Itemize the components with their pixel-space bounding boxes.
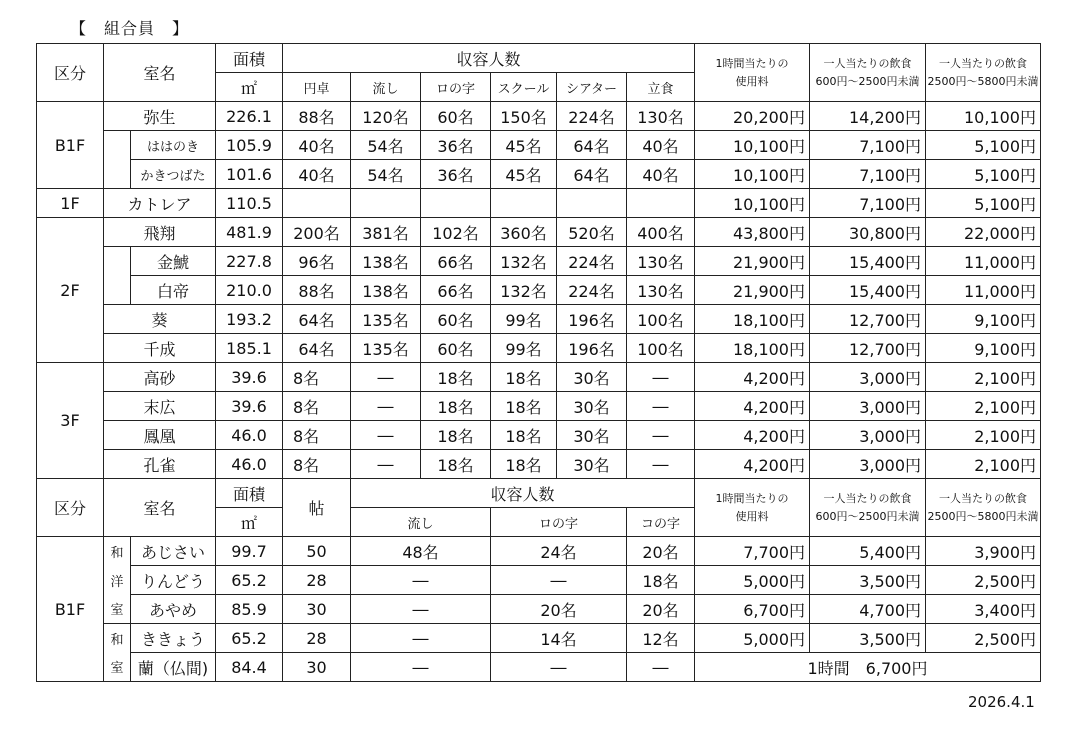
- fee-cell: 4,700円: [810, 595, 926, 624]
- group-char: 洋: [104, 566, 131, 595]
- cap-cell: 18名: [491, 450, 557, 479]
- group-char: 室: [104, 653, 131, 682]
- cap-cell: 40名: [283, 160, 351, 189]
- room-area: 65.2: [216, 624, 283, 653]
- room-name: あやめ: [131, 595, 216, 624]
- cap-cell: 18名: [421, 363, 491, 392]
- fee-cell: 3,000円: [810, 363, 926, 392]
- cap-cell: 60名: [421, 102, 491, 131]
- room-row: [37, 247, 1041, 276]
- room-name: 孔雀: [104, 450, 216, 479]
- room-row: [37, 392, 1041, 421]
- fee-cell: 21,900円: [695, 276, 810, 305]
- cap-cell: 30名: [557, 450, 627, 479]
- cap-cell: ―: [491, 566, 627, 595]
- room-area: 193.2: [216, 305, 283, 334]
- cap-cell: 18名: [421, 421, 491, 450]
- upper-header-row-1: [37, 44, 1041, 73]
- cap-cell: 36名: [421, 131, 491, 160]
- fee-cell: 18,100円: [695, 334, 810, 363]
- fee-food2-header: 一人当たりの飲食 2500円～5800円未満: [926, 44, 1041, 102]
- cap-cell: [627, 189, 695, 218]
- fee-cell: 14,200円: [810, 102, 926, 131]
- room-name: 葵: [104, 305, 216, 334]
- tatami-cell: 28: [283, 624, 351, 653]
- fee-hour-header: 1時間当たりの 使用料: [695, 44, 810, 102]
- fee-cell: 2,100円: [926, 392, 1041, 421]
- floor-label: 3F: [37, 363, 104, 479]
- indent-cell: [104, 276, 131, 305]
- room-row: [37, 421, 1041, 450]
- cap-cell: 150名: [491, 102, 557, 131]
- room-name: かきつばた: [131, 160, 216, 189]
- fee-food1-header: 一人当たりの飲食 600円～2500円未満: [810, 479, 926, 537]
- cap-cell: 18名: [421, 392, 491, 421]
- room-area: 110.5: [216, 189, 283, 218]
- cap-cell: 400名: [627, 218, 695, 247]
- cap-cell: ―: [627, 421, 695, 450]
- tatami-cell: 30: [283, 595, 351, 624]
- style-header: ロの字: [491, 508, 627, 537]
- cap-cell: ―: [627, 363, 695, 392]
- tatami-header: 帖: [283, 479, 351, 537]
- area-unit: ㎡: [216, 508, 283, 537]
- group-char: 室: [104, 595, 131, 624]
- fee-cell: 4,200円: [695, 392, 810, 421]
- cap-cell: 24名: [491, 537, 627, 566]
- fee-cell: 2,100円: [926, 421, 1041, 450]
- room-area: 85.9: [216, 595, 283, 624]
- cap-cell: ―: [491, 653, 627, 682]
- room-area: 46.0: [216, 421, 283, 450]
- cap-cell: 30名: [557, 392, 627, 421]
- fee-cell: 11,000円: [926, 247, 1041, 276]
- style-header: 円卓: [283, 73, 351, 102]
- cap-cell: 64名: [557, 160, 627, 189]
- fee-cell: 15,400円: [810, 276, 926, 305]
- fee-cell: 11,000円: [926, 276, 1041, 305]
- fee-cell: 4,200円: [695, 450, 810, 479]
- fee-cell: 10,100円: [926, 102, 1041, 131]
- fee-cell: 43,800円: [695, 218, 810, 247]
- cap-cell: 138名: [351, 247, 421, 276]
- fee-cell: 3,500円: [810, 566, 926, 595]
- cap-cell: 54名: [351, 160, 421, 189]
- fee-cell: 2,500円: [926, 624, 1041, 653]
- fee-cell: 15,400円: [810, 247, 926, 276]
- room-row: [37, 537, 1041, 566]
- fee-cell: 3,000円: [810, 421, 926, 450]
- cap-cell: 130名: [627, 102, 695, 131]
- cap-cell: ―: [351, 595, 491, 624]
- cap-cell: 88名: [283, 276, 351, 305]
- indent-cell: [104, 247, 131, 276]
- style-header: コの字: [627, 508, 695, 537]
- cap-cell: 60名: [421, 334, 491, 363]
- room-name: ははのき: [131, 131, 216, 160]
- cap-cell: 36名: [421, 160, 491, 189]
- cap-cell: 100名: [627, 305, 695, 334]
- room-row: [37, 305, 1041, 334]
- cap-cell: ―: [351, 392, 421, 421]
- cap-cell: 40名: [627, 131, 695, 160]
- cap-cell: 66名: [421, 276, 491, 305]
- room-row: [37, 189, 1041, 218]
- cap-cell: 130名: [627, 276, 695, 305]
- lower-header-row-1: [37, 479, 1041, 508]
- cap-cell: [351, 189, 421, 218]
- room-row: [37, 566, 1041, 595]
- cap-cell: ―: [351, 653, 491, 682]
- fee-cell: 2,100円: [926, 450, 1041, 479]
- cap-cell: 20名: [491, 595, 627, 624]
- revision-date: 2026.4.1: [968, 693, 1035, 711]
- cap-cell: 381名: [351, 218, 421, 247]
- room-row: [37, 653, 1041, 682]
- style-header: スクール: [491, 73, 557, 102]
- room-row: [37, 131, 1041, 160]
- style-header: ロの字: [421, 73, 491, 102]
- cap-cell: 30名: [557, 421, 627, 450]
- room-name: 鳳凰: [104, 421, 216, 450]
- fee-cell: 3,900円: [926, 537, 1041, 566]
- fee-cell: 22,000円: [926, 218, 1041, 247]
- cap-cell: 132名: [491, 276, 557, 305]
- cap-cell: 96名: [283, 247, 351, 276]
- floor-label: B1F: [37, 537, 104, 682]
- cap-cell: [491, 189, 557, 218]
- fee-cell: 9,100円: [926, 305, 1041, 334]
- fee-cell: 6,700円: [695, 595, 810, 624]
- cap-cell: 45名: [491, 131, 557, 160]
- cap-cell: ―: [627, 392, 695, 421]
- room-row: [37, 595, 1041, 624]
- cap-cell: ―: [351, 421, 421, 450]
- fee-cell: 4,200円: [695, 421, 810, 450]
- cap-cell: ―: [351, 624, 491, 653]
- cap-cell: 196名: [557, 334, 627, 363]
- fee-cell: 3,000円: [810, 392, 926, 421]
- indent-cell: [104, 131, 131, 160]
- kubun-header: 区分: [37, 479, 104, 537]
- room-name: 蘭（仏間): [131, 653, 216, 682]
- fee-cell: 21,900円: [695, 247, 810, 276]
- style-header: 立食: [627, 73, 695, 102]
- pricing-table: [36, 43, 1041, 682]
- cap-cell: ―: [351, 566, 491, 595]
- fee-cell: 10,100円: [695, 131, 810, 160]
- cap-cell: 224名: [557, 276, 627, 305]
- style-header: 流し: [351, 73, 421, 102]
- cap-cell: 224名: [557, 102, 627, 131]
- cap-cell: 12名: [627, 624, 695, 653]
- cap-cell: 120名: [351, 102, 421, 131]
- cap-cell: 18名: [421, 450, 491, 479]
- cap-cell: 360名: [491, 218, 557, 247]
- cap-cell: 18名: [491, 392, 557, 421]
- room-area: 39.6: [216, 363, 283, 392]
- floor-label: 2F: [37, 218, 104, 363]
- cap-cell: 60名: [421, 305, 491, 334]
- room-row: [37, 334, 1041, 363]
- cap-cell: 30名: [557, 363, 627, 392]
- room-row: [37, 450, 1041, 479]
- style-header: シアター: [557, 73, 627, 102]
- fee-cell: 3,500円: [810, 624, 926, 653]
- cap-cell: 102名: [421, 218, 491, 247]
- room-row: [37, 160, 1041, 189]
- room-area: 46.0: [216, 450, 283, 479]
- indent-cell: [104, 160, 131, 189]
- room-name: あじさい: [131, 537, 216, 566]
- room-area: 227.8: [216, 247, 283, 276]
- group-char: 和: [104, 537, 131, 566]
- room-name: 金鯱: [131, 247, 216, 276]
- cap-cell: 99名: [491, 305, 557, 334]
- room-area: 99.7: [216, 537, 283, 566]
- floor-label: 1F: [37, 189, 104, 218]
- cap-cell: 48名: [351, 537, 491, 566]
- cap-cell: 135名: [351, 334, 421, 363]
- cap-cell: 20名: [627, 537, 695, 566]
- cap-cell: 196名: [557, 305, 627, 334]
- cap-cell: 64名: [557, 131, 627, 160]
- cap-cell: 66名: [421, 247, 491, 276]
- cap-cell: 18名: [491, 421, 557, 450]
- cap-cell: 18名: [491, 363, 557, 392]
- cap-cell: 520名: [557, 218, 627, 247]
- room-area: 226.1: [216, 102, 283, 131]
- fee-cell: 5,100円: [926, 131, 1041, 160]
- fee-cell: 10,100円: [695, 189, 810, 218]
- tatami-cell: 30: [283, 653, 351, 682]
- cap-cell: [557, 189, 627, 218]
- room-area: 210.0: [216, 276, 283, 305]
- fee-cell: 7,100円: [810, 131, 926, 160]
- cap-cell: 64名: [283, 334, 351, 363]
- room-area: 101.6: [216, 160, 283, 189]
- floor-label: B1F: [37, 102, 104, 189]
- fee-cell: 9,100円: [926, 334, 1041, 363]
- cap-cell: 20名: [627, 595, 695, 624]
- cap-cell: [421, 189, 491, 218]
- room-name: 末広: [104, 392, 216, 421]
- room-row: [37, 102, 1041, 131]
- cap-cell: 64名: [283, 305, 351, 334]
- fee-cell: 3,400円: [926, 595, 1041, 624]
- style-header: 流し: [351, 508, 491, 537]
- fee-cell: 2,500円: [926, 566, 1041, 595]
- cap-cell: ―: [351, 363, 421, 392]
- fee-cell: 7,700円: [695, 537, 810, 566]
- cap-cell: 130名: [627, 247, 695, 276]
- tatami-cell: 28: [283, 566, 351, 595]
- fee-cell: 5,000円: [695, 624, 810, 653]
- area-header: 面積: [216, 44, 283, 73]
- cap-cell: 138名: [351, 276, 421, 305]
- cap-cell: ―: [351, 450, 421, 479]
- fee-food2-header: 一人当たりの飲食 2500円～5800円未満: [926, 479, 1041, 537]
- capacity-header: 収容人数: [283, 44, 695, 73]
- room-name: ききょう: [131, 624, 216, 653]
- cap-cell: 99名: [491, 334, 557, 363]
- cap-cell: 8名: [283, 450, 351, 479]
- cap-cell: 88名: [283, 102, 351, 131]
- cap-cell: 45名: [491, 160, 557, 189]
- room-name: りんどう: [131, 566, 216, 595]
- room-header: 室名: [104, 479, 216, 537]
- room-area: 84.4: [216, 653, 283, 682]
- fee-cell: 5,400円: [810, 537, 926, 566]
- cap-cell: 8名: [283, 363, 351, 392]
- fee-cell: 12,700円: [810, 305, 926, 334]
- cap-cell: ―: [627, 653, 695, 682]
- room-name: 弥生: [104, 102, 216, 131]
- cap-cell: 8名: [283, 421, 351, 450]
- cap-cell: 14名: [491, 624, 627, 653]
- cap-cell: 132名: [491, 247, 557, 276]
- room-area: 105.9: [216, 131, 283, 160]
- kubun-header: 区分: [37, 44, 104, 102]
- room-area: 185.1: [216, 334, 283, 363]
- room-header: 室名: [104, 44, 216, 102]
- area-unit: ㎡: [216, 73, 283, 102]
- fee-cell: 5,100円: [926, 189, 1041, 218]
- page-heading: 【 組合員 】: [70, 19, 190, 38]
- fee-cell: 20,200円: [695, 102, 810, 131]
- capacity-header: 収容人数: [351, 479, 695, 508]
- fee-hour-header: 1時間当たりの 使用料: [695, 479, 810, 537]
- fee-cell: 7,100円: [810, 160, 926, 189]
- fee-cell: 18,100円: [695, 305, 810, 334]
- fee-food1-header: 一人当たりの飲食 600円～2500円未満: [810, 44, 926, 102]
- fee-cell: 10,100円: [695, 160, 810, 189]
- room-name: 飛翔: [104, 218, 216, 247]
- fee-cell: 7,100円: [810, 189, 926, 218]
- cap-cell: 18名: [627, 566, 695, 595]
- room-area: 481.9: [216, 218, 283, 247]
- area-header: 面積: [216, 479, 283, 508]
- fee-cell: 2,100円: [926, 363, 1041, 392]
- room-name: 高砂: [104, 363, 216, 392]
- cap-cell: 54名: [351, 131, 421, 160]
- cap-cell: 40名: [627, 160, 695, 189]
- cap-cell: 100名: [627, 334, 695, 363]
- cap-cell: 224名: [557, 247, 627, 276]
- cap-cell: 40名: [283, 131, 351, 160]
- fee-cell: 3,000円: [810, 450, 926, 479]
- room-area: 65.2: [216, 566, 283, 595]
- fee-cell: 5,100円: [926, 160, 1041, 189]
- room-row: [37, 218, 1041, 247]
- cap-cell: 135名: [351, 305, 421, 334]
- fee-cell: 5,000円: [695, 566, 810, 595]
- room-row: [37, 276, 1041, 305]
- room-row: [37, 363, 1041, 392]
- cap-cell: ―: [627, 450, 695, 479]
- fee-cell: 30,800円: [810, 218, 926, 247]
- tatami-cell: 50: [283, 537, 351, 566]
- cap-cell: [283, 189, 351, 218]
- cap-cell: 8名: [283, 392, 351, 421]
- room-name: 千成: [104, 334, 216, 363]
- room-name: カトレア: [104, 189, 216, 218]
- room-name: 白帝: [131, 276, 216, 305]
- room-area: 39.6: [216, 392, 283, 421]
- group-char: 和: [104, 624, 131, 653]
- room-row: [37, 624, 1041, 653]
- cap-cell: 200名: [283, 218, 351, 247]
- fee-cell: 4,200円: [695, 363, 810, 392]
- fee-note: 1時間 6,700円: [695, 653, 1041, 682]
- fee-cell: 12,700円: [810, 334, 926, 363]
